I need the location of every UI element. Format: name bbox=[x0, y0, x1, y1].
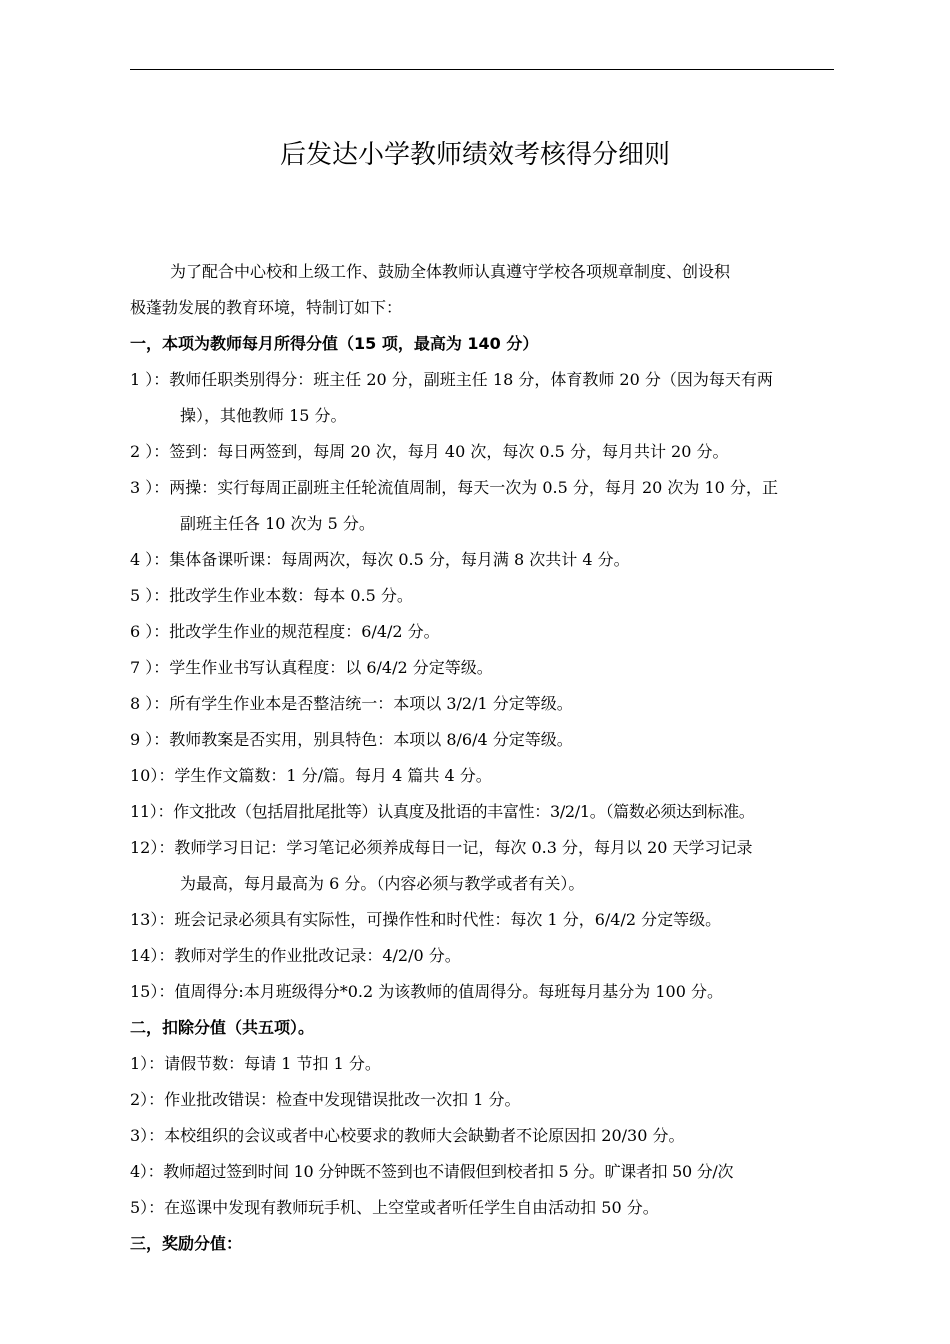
rule-item-1: 1 ）：教师任职类别得分：班主任 20 分，副班主任 18 分，体育教师 20 分（因为每天有两 bbox=[130, 370, 773, 389]
rule-item-7: 7 ）：学生作业书写认真程度：以 6/4/2 分定等级。 bbox=[130, 658, 493, 677]
rule-item-5: 5 ）：批改学生作业本数：每本 0.5 分。 bbox=[130, 586, 413, 605]
document-body bbox=[130, 254, 834, 1262]
document-title: 后发达小学教师绩效考核得分细则 bbox=[279, 140, 670, 170]
rule-item-3: 3 ）：两操：实行每周正副班主任轮流值周制，每天一次为 0.5 分，每月 20 次为 10 分，正 bbox=[130, 478, 778, 497]
deduction-item-5: 5）：在巡课中发现有教师玩手机、上空堂或者听任学生自由活动扣 50 分。 bbox=[130, 1198, 659, 1217]
section-1-heading: 一，本项为教师每月所得分值（15 项，最高为 140 分） bbox=[130, 334, 539, 353]
rule-item-6: 6 ）：批改学生作业的规范程度：6/4/2 分。 bbox=[130, 622, 440, 641]
rule-item-4: 4 ）：集体备课听课：每周两次，每次 0.5 分，每月满 8 次共计 4 分。 bbox=[130, 550, 630, 569]
rule-item-2: 2 ）：签到：每日两签到，每周 20 次，每月 40 次，每次 0.5 分，每月共计 20 分。 bbox=[130, 442, 729, 461]
section-3-heading: 三，奖励分值： bbox=[130, 1234, 243, 1253]
deduction-item-1: 1）：请假节数：每请 1 节扣 1 分。 bbox=[130, 1054, 381, 1073]
rule-item-12-continued: 为最高，每月最高为 6 分。（内容必须与教学或者有关）。 bbox=[180, 874, 585, 893]
rule-item-13: 13）：班会记录必须具有实际性，可操作性和时代性：每次 1 分，6/4/2 分定等级。 bbox=[130, 910, 722, 929]
section-2-heading: 二，扣除分值（共五项）。 bbox=[130, 1018, 315, 1037]
header-rule bbox=[130, 69, 834, 70]
rule-item-15: 15）：值周得分:本月班级得分*0.2 为该教师的值周得分。每班每月基分为 100 分。 bbox=[130, 982, 723, 1001]
rule-item-14: 14）：教师对学生的作业批改记录：4/2/0 分。 bbox=[130, 946, 461, 965]
intro-line-1: 为了配合中心校和上级工作、鼓励全体教师认真遵守学校各项规章制度、创设积 bbox=[170, 262, 731, 281]
deduction-item-2: 2）：作业批改错误：检查中发现错误批改一次扣 1 分。 bbox=[130, 1090, 521, 1109]
rule-item-11: 11）：作文批改（包括眉批尾批等）认真度及批语的丰富性：3/2/1。（篇数必须达到标准。 bbox=[130, 802, 755, 821]
rule-item-10: 10）：学生作文篇数：1 分/篇。每月 4 篇共 4 分。 bbox=[130, 766, 492, 785]
rule-item-8: 8 ）：所有学生作业本是否整洁统一：本项以 3/2/1 分定等级。 bbox=[130, 694, 573, 713]
rule-item-3-continued: 副班主任各 10 次为 5 分。 bbox=[180, 514, 375, 533]
rule-item-1-continued: 操），其他教师 15 分。 bbox=[180, 406, 347, 425]
deduction-item-3: 3）：本校组织的会议或者中心校要求的教师大会缺勤者不论原因扣 20/30 分。 bbox=[130, 1126, 685, 1145]
rule-item-9: 9 ）：教师教案是否实用，别具特色：本项以 8/6/4 分定等级。 bbox=[130, 730, 573, 749]
intro-line-2: 极蓬勃发展的教育环境，特制订如下： bbox=[130, 298, 403, 317]
rule-item-12: 12）：教师学习日记：学习笔记必须养成每日一记，每次 0.3 分，每月以 20 天学习记录 bbox=[130, 838, 753, 857]
deduction-item-4: 4）：教师超过签到时间 10 分钟既不签到也不请假但到校者扣 5 分。旷课者扣 50 分/次 bbox=[130, 1162, 734, 1181]
